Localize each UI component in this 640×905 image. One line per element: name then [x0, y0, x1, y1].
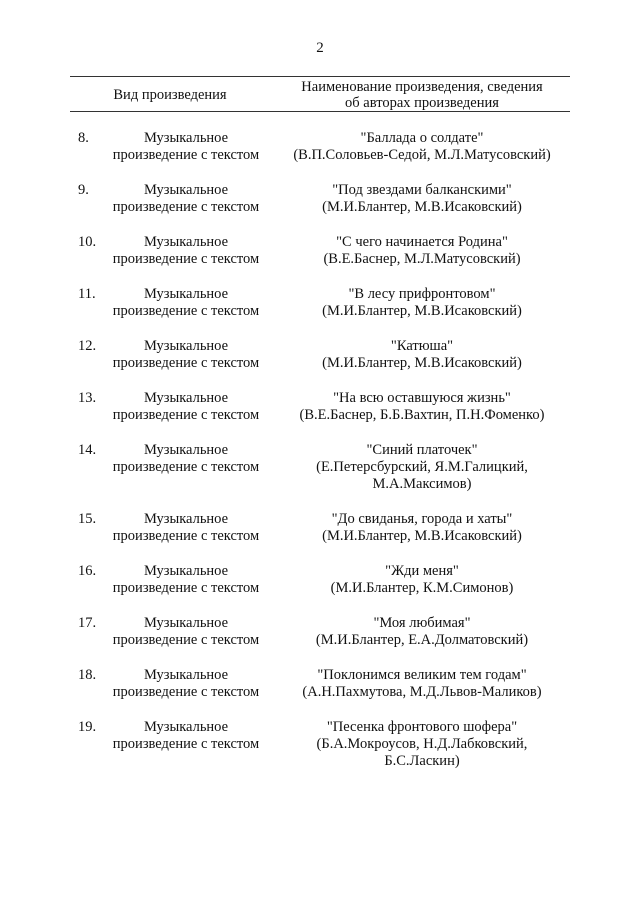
row-number: 11.	[78, 286, 96, 302]
work-type	[98, 286, 274, 320]
work-type	[98, 234, 274, 268]
work-title: "Под звездами балканскими"	[332, 182, 512, 198]
work-authors: (Е.Петерсбурский, Я.М.Галицкий,	[316, 459, 528, 475]
work-authors: (М.И.Блантер, М.В.Исаковский)	[322, 303, 522, 319]
work-authors: (Б.А.Мокроусов, Н.Д.Лабковский,	[316, 736, 528, 752]
work-title: "Баллада о солдате"	[360, 130, 484, 146]
work-type-line1: Музыкальное	[143, 182, 229, 198]
work-type-line1: Музыкальное	[143, 286, 229, 302]
work-type-line1: Музыкальное	[143, 667, 229, 683]
work-type	[98, 130, 274, 164]
work-info	[272, 182, 572, 216]
work-info	[272, 719, 572, 770]
work-info	[272, 234, 572, 268]
work-info	[272, 390, 572, 424]
row-number: 15.	[78, 511, 97, 527]
work-authors: (А.Н.Пахмутова, М.Д.Львов-Маликов)	[302, 684, 542, 700]
work-type-line2: произведение с текстом	[112, 632, 260, 648]
work-info	[272, 286, 572, 320]
row-number: 9.	[78, 182, 89, 198]
work-info	[272, 667, 572, 701]
work-title: "Катюша"	[390, 338, 454, 354]
work-type-line1: Музыкальное	[143, 615, 229, 631]
work-type-line1: Музыкальное	[143, 390, 229, 406]
work-authors: (М.И.Блантер, К.М.Симонов)	[330, 580, 514, 596]
work-authors: (М.И.Блантер, Е.А.Долматовский)	[315, 632, 529, 648]
work-type-line2: произведение с текстом	[112, 303, 260, 319]
work-title: "Синий платочек"	[366, 442, 478, 458]
work-info	[272, 615, 572, 649]
work-type-line2: произведение с текстом	[112, 355, 260, 371]
row-number: 16.	[78, 563, 97, 579]
work-title: "С чего начинается Родина"	[336, 234, 508, 250]
work-info	[272, 338, 572, 372]
work-type	[98, 182, 274, 216]
work-authors: (В.Е.Баснер, М.Л.Матусовский)	[323, 251, 521, 267]
work-title: "На всю оставшуюся жизнь"	[333, 390, 511, 406]
work-type-line2: произведение с текстом	[112, 459, 260, 475]
work-type-line1: Музыкальное	[143, 563, 229, 579]
work-type-line1: Музыкальное	[143, 338, 229, 354]
work-authors: (М.И.Блантер, М.В.Исаковский)	[322, 355, 522, 371]
work-type-line1: Музыкальное	[143, 719, 229, 735]
work-title: "До свиданья, города и хаты"	[331, 511, 513, 527]
work-type-line1: Музыкальное	[143, 511, 229, 527]
row-number: 8.	[78, 130, 89, 146]
work-type-line2: произведение с текстом	[112, 580, 260, 596]
work-title: "Жди меня"	[385, 563, 459, 579]
work-authors: М.А.Максимов)	[372, 476, 472, 492]
column-header-title-line1: Наименование произведения, сведения	[301, 79, 543, 95]
row-number: 18.	[78, 667, 97, 683]
work-type-line2: произведение с текстом	[112, 528, 260, 544]
work-type	[98, 442, 274, 476]
work-type-line2: произведение с текстом	[112, 199, 260, 215]
work-title: "Поклонимся великим тем годам"	[317, 667, 527, 683]
work-info	[272, 130, 572, 164]
work-type-line2: произведение с текстом	[112, 736, 260, 752]
row-number: 14.	[78, 442, 97, 458]
work-type	[98, 667, 274, 701]
work-type	[98, 719, 274, 753]
row-number: 12.	[78, 338, 97, 354]
row-number: 10.	[78, 234, 97, 250]
work-type-line1: Музыкальное	[143, 234, 229, 250]
work-info	[272, 511, 572, 545]
work-type	[98, 615, 274, 649]
work-type-line2: произведение с текстом	[112, 407, 260, 423]
work-type	[98, 563, 274, 597]
work-authors: (В.Е.Баснер, Б.Б.Вахтин, П.Н.Фоменко)	[299, 407, 545, 423]
work-type-line2: произведение с текстом	[112, 684, 260, 700]
row-number: 19.	[78, 719, 97, 735]
work-title: "В лесу прифронтовом"	[348, 286, 496, 302]
work-title: "Моя любимая"	[373, 615, 471, 631]
work-title: "Песенка фронтового шофера"	[326, 719, 518, 735]
work-authors: Б.С.Ласкин)	[384, 753, 460, 769]
row-number: 13.	[78, 390, 97, 406]
work-type-line1: Музыкальное	[143, 130, 229, 146]
work-info	[272, 563, 572, 597]
work-type	[98, 390, 274, 424]
work-authors: (М.И.Блантер, М.В.Исаковский)	[322, 528, 522, 544]
work-authors: (В.П.Соловьев-Седой, М.Л.Матусовский)	[293, 147, 551, 163]
work-type	[98, 338, 274, 372]
work-type-line1: Музыкальное	[143, 442, 229, 458]
column-header-type: Вид произведения	[113, 87, 227, 103]
row-number: 17.	[78, 615, 97, 631]
work-info	[272, 442, 572, 493]
work-type	[98, 511, 274, 545]
work-type-line2: произведение с текстом	[112, 147, 260, 163]
column-header-title-line2: об авторах произведения	[345, 95, 499, 111]
work-authors: (М.И.Блантер, М.В.Исаковский)	[322, 199, 522, 215]
page-number: 2	[316, 40, 324, 56]
work-type-line2: произведение с текстом	[112, 251, 260, 267]
